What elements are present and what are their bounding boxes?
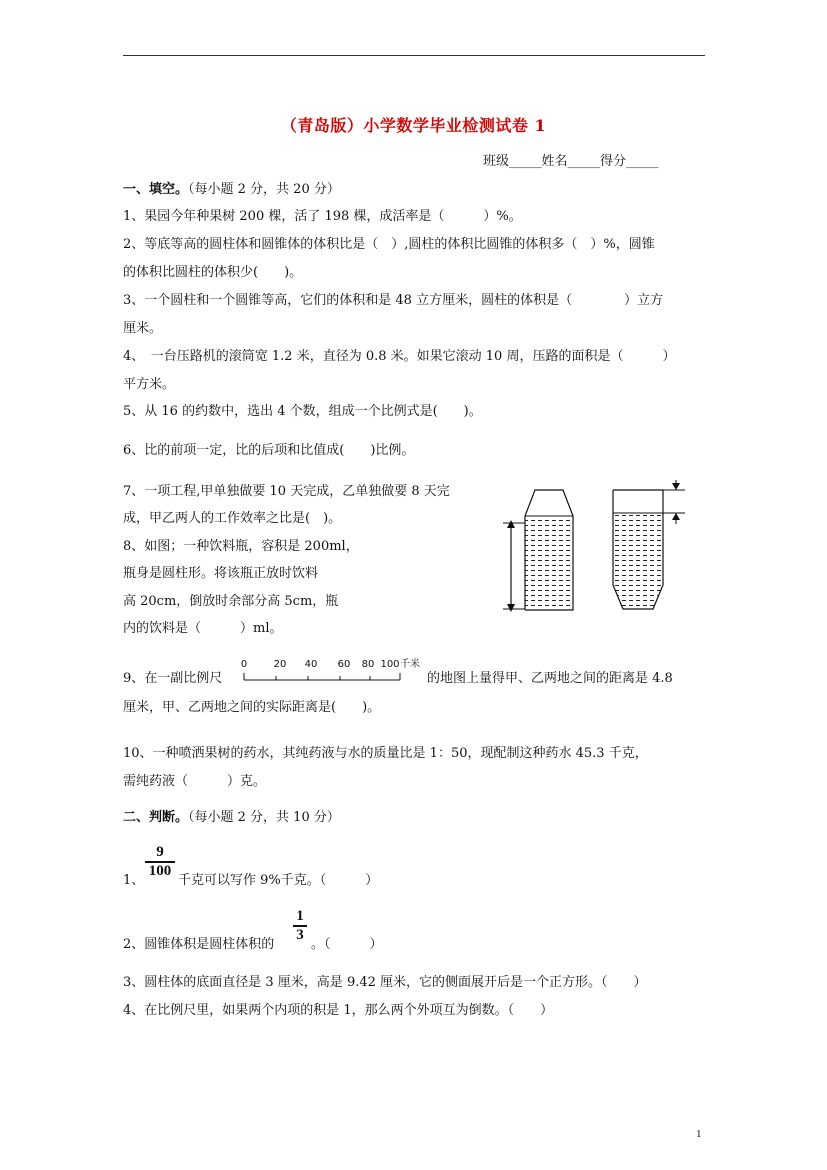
question-3-line1: 3、一个圆柱和一个圆锥等高，它们的体积和是 48 立方厘米，圆柱的体积是（ ）立方 (123, 293, 664, 308)
scale-label: 60 (337, 659, 351, 670)
section2-title (123, 810, 340, 826)
section1-heading: 一、填空。 (123, 182, 189, 197)
scale-label: 100 (380, 659, 400, 670)
bottle-diagram (495, 478, 695, 618)
question-8-line4: 内的饮料是（ ）ml。 (123, 621, 283, 636)
class-info-line: 班级_____姓名_____得分_____ (483, 154, 659, 169)
fraction-9-100 (145, 845, 175, 879)
question-8-line2: 瓶身是圆柱形。将该瓶正放时饮料 (123, 566, 319, 581)
page-title: （青岛版）小学数学毕业检测试卷 1 (280, 116, 547, 135)
judge-4: 4、在比例尺里，如果两个内项的积是 1，那么两个外项互为倒数。（ ） (123, 1003, 554, 1018)
question-2-line1: 2、等底等高的圆柱体和圆锥体的体积比是（ ）,圆柱的体积比圆锥的体积多（ ）%，圆锥 (123, 237, 655, 252)
scale-label: 20 (273, 659, 287, 670)
question-4-line1: 4、 一台压路机的滚筒宽 1.2 米，直径为 0.8 米。如果它滚动 10 周，压路的面积是（ ） (123, 349, 676, 364)
upright-bottle (503, 490, 573, 612)
scale-bar (240, 656, 430, 688)
judge-1-prefix: 1、 (123, 873, 145, 888)
question-8-line1: 8、如图；一种饮料瓶，容积是 200ml， (123, 539, 359, 554)
inverted-bottle (613, 480, 685, 609)
question-4-line2: 平方米。 (123, 377, 176, 392)
scale-label: 0 (240, 659, 248, 670)
question-9-line1-prefix: 9、在一副比例尺 (123, 671, 223, 686)
fraction-numerator: 9 (156, 844, 164, 860)
header-rule (123, 55, 705, 56)
fraction-denominator: 3 (296, 927, 304, 943)
fraction-numerator: 1 (296, 908, 304, 924)
question-6: 6、比的前项一定，比的后项和比值成( )比例。 (123, 443, 415, 458)
question-9-line1-suffix: 的地图上量得甲、乙两地之间的距离是 4.8 (427, 671, 673, 686)
scale-label: 80 (361, 659, 375, 670)
question-2-line2: 的体积比圆柱的体积少( )。 (123, 265, 303, 280)
section1-note: （每小题 2 分，共 20 分） (188, 182, 340, 197)
question-5: 5、从 16 的约数中，选出 4 个数，组成一个比例式是( )。 (123, 404, 482, 419)
question-1: 1、果园今年种果树 200 棵，活了 198 棵，成活率是（ ）%。 (123, 209, 522, 224)
judge-1-suffix: 千克可以写作 9%千克。（ ） (178, 873, 379, 888)
question-9-line2: 厘米，甲、乙两地之间的实际距离是( )。 (123, 700, 381, 715)
question-10-line1: 10、一种喷洒果树的药水，其纯药液与水的质量比是 1：50，现配制这种药水 45.3 千克， (123, 746, 648, 761)
question-3-line2: 厘米。 (123, 321, 163, 336)
judge-2-prefix: 2、圆锥体积是圆柱体积的 (123, 937, 275, 952)
scale-label: 40 (304, 659, 318, 670)
judge-3: 3、圆柱体的底面直径是 3 厘米，高是 9.42 厘米，它的侧面展开后是一个正方形。（ ） (123, 975, 647, 990)
question-7-line2: 成，甲乙两人的工作效率之比是( )。 (123, 511, 342, 526)
scale-unit: 千米 (400, 659, 420, 670)
section2-heading: 二、判断。 (123, 810, 189, 825)
question-8-line3: 高 20cm，倒放时余部分高 5cm，瓶 (123, 594, 339, 609)
page-number: 1 (696, 1128, 702, 1140)
fraction-1-3 (293, 909, 307, 943)
question-7-line1: 7、一项工程,甲单独做要 10 天完成，乙单独做要 8 天完 (123, 484, 450, 499)
section2-note: （每小题 2 分，共 10 分） (188, 810, 340, 825)
judge-2-suffix: 。（ ） (311, 937, 383, 952)
fraction-denominator: 100 (148, 863, 172, 879)
section1-title (123, 182, 340, 198)
question-10-line2: 需纯药液（ ）克。 (123, 774, 267, 789)
